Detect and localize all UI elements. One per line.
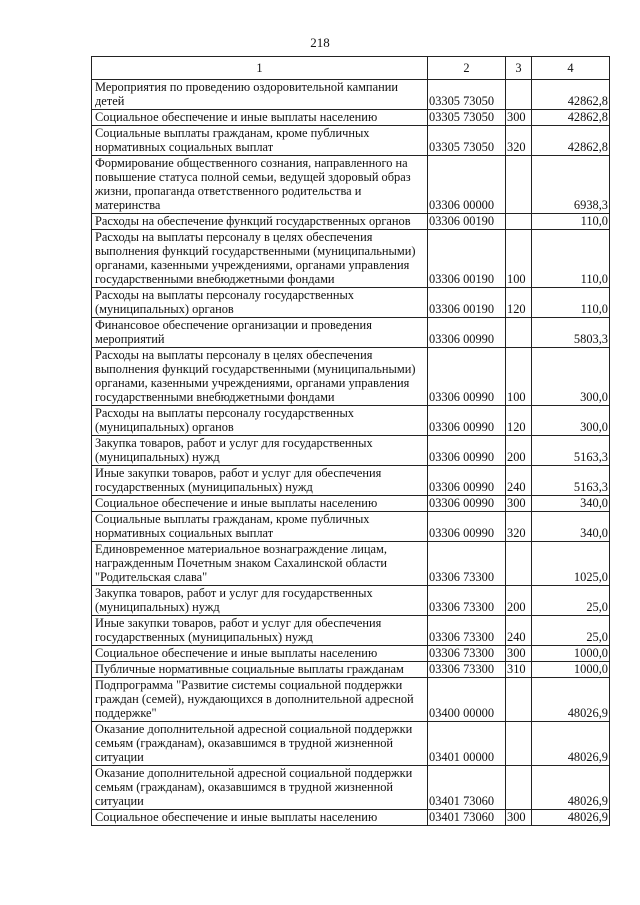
column-header-amount: 4	[532, 57, 610, 80]
row-name-cell: Расходы на выплаты персоналу в целях обеспечения выполнения функций государственными (муниципальными) органами, казенными учреждениями, органами управления государственными внебюджетными фондами	[92, 348, 428, 406]
row-code-cell: 03306 00990	[428, 406, 506, 436]
table-row	[92, 318, 610, 348]
row-type-cell: 300	[506, 110, 532, 126]
row-name-cell: Социальные выплаты гражданам, кроме публичных нормативных социальных выплат	[92, 512, 428, 542]
row-amount-cell: 25,0	[532, 586, 610, 616]
row-type-cell: 240	[506, 466, 532, 496]
row-code-cell: 03306 00190	[428, 214, 506, 230]
row-type-cell: 300	[506, 646, 532, 662]
row-type-cell: 120	[506, 406, 532, 436]
row-code-cell: 03306 00190	[428, 230, 506, 288]
row-amount-cell: 110,0	[532, 230, 610, 288]
table-row	[92, 766, 610, 810]
table-row	[92, 156, 610, 214]
row-type-cell	[506, 678, 532, 722]
row-name-cell: Социальное обеспечение и иные выплаты населению	[92, 110, 428, 126]
row-name-cell: Формирование общественного сознания, направленного на повышение статуса полной семьи, ведущей здоровый образ жизни, пропаганда ответственного родительства и материнства	[92, 156, 428, 214]
row-code-cell: 03306 00990	[428, 348, 506, 406]
row-amount-cell: 48026,9	[532, 722, 610, 766]
row-amount-cell: 48026,9	[532, 810, 610, 826]
row-type-cell	[506, 722, 532, 766]
row-amount-cell: 5803,3	[532, 318, 610, 348]
row-name-cell: Оказание дополнительной адресной социальной поддержки семьям (гражданам), оказавшимся в трудной жизненной ситуации	[92, 766, 428, 810]
table-row	[92, 436, 610, 466]
row-type-cell	[506, 214, 532, 230]
row-code-cell: 03306 73300	[428, 586, 506, 616]
row-amount-cell: 25,0	[532, 616, 610, 646]
row-type-cell	[506, 542, 532, 586]
row-amount-cell: 1000,0	[532, 662, 610, 678]
row-amount-cell: 340,0	[532, 512, 610, 542]
table-row	[92, 810, 610, 826]
row-name-cell: Оказание дополнительной адресной социальной поддержки семьям (гражданам), оказавшимся в трудной жизненной ситуации	[92, 722, 428, 766]
row-amount-cell: 340,0	[532, 496, 610, 512]
row-name-cell: Расходы на выплаты персоналу в целях обеспечения выполнения функций государственными (муниципальными) органами, казенными учреждениями, органами управления государственными внебюджетными фондами	[92, 230, 428, 288]
row-amount-cell: 300,0	[532, 406, 610, 436]
row-code-cell: 03306 73300	[428, 662, 506, 678]
row-amount-cell: 48026,9	[532, 766, 610, 810]
table-row	[92, 678, 610, 722]
row-code-cell: 03306 00990	[428, 512, 506, 542]
budget-table	[91, 56, 610, 826]
row-code-cell: 03400 00000	[428, 678, 506, 722]
row-name-cell: Иные закупки товаров, работ и услуг для обеспечения государственных (муниципальных) нужд	[92, 616, 428, 646]
row-code-cell: 03306 00000	[428, 156, 506, 214]
table-row	[92, 466, 610, 496]
row-code-cell: 03306 00990	[428, 436, 506, 466]
row-code-cell: 03306 00990	[428, 496, 506, 512]
row-type-cell: 310	[506, 662, 532, 678]
header-row	[92, 57, 610, 80]
table-row	[92, 80, 610, 110]
row-name-cell: Расходы на выплаты персоналу государственных (муниципальных) органов	[92, 406, 428, 436]
row-name-cell: Подпрограмма "Развитие системы социальной поддержки граждан (семей), нуждающихся в дополнительной адресной поддержке"	[92, 678, 428, 722]
row-name-cell: Социальное обеспечение и иные выплаты населению	[92, 646, 428, 662]
row-code-cell: 03401 73060	[428, 766, 506, 810]
table-body	[92, 80, 610, 826]
row-code-cell: 03306 00990	[428, 466, 506, 496]
row-type-cell: 200	[506, 436, 532, 466]
row-name-cell: Финансовое обеспечение организации и проведения мероприятий	[92, 318, 428, 348]
table-row	[92, 348, 610, 406]
table-row	[92, 616, 610, 646]
row-amount-cell: 42862,8	[532, 110, 610, 126]
row-name-cell: Единовременное материальное вознаграждение лицам, награжденным Почетным знаком Сахалинской области "Родительская слава"	[92, 542, 428, 586]
row-type-cell: 240	[506, 616, 532, 646]
page-number: 218	[310, 35, 330, 50]
row-type-cell: 120	[506, 288, 532, 318]
row-type-cell	[506, 318, 532, 348]
row-code-cell: 03306 73300	[428, 542, 506, 586]
table-row	[92, 126, 610, 156]
row-code-cell: 03305 73050	[428, 80, 506, 110]
row-name-cell: Социальное обеспечение и иные выплаты населению	[92, 496, 428, 512]
row-amount-cell: 5163,3	[532, 436, 610, 466]
row-name-cell: Расходы на выплаты персоналу государственных (муниципальных) органов	[92, 288, 428, 318]
table-row	[92, 214, 610, 230]
row-name-cell: Закупка товаров, работ и услуг для государственных (муниципальных) нужд	[92, 586, 428, 616]
table-row	[92, 496, 610, 512]
table-row	[92, 542, 610, 586]
row-type-cell: 320	[506, 512, 532, 542]
table-row	[92, 586, 610, 616]
table-row	[92, 288, 610, 318]
row-code-cell: 03306 73300	[428, 646, 506, 662]
row-type-cell	[506, 80, 532, 110]
row-name-cell: Расходы на обеспечение функций государственных органов	[92, 214, 428, 230]
table-row	[92, 646, 610, 662]
table-row	[92, 722, 610, 766]
row-code-cell: 03306 73300	[428, 616, 506, 646]
row-type-cell: 100	[506, 348, 532, 406]
row-amount-cell: 48026,9	[532, 678, 610, 722]
row-amount-cell: 42862,8	[532, 126, 610, 156]
row-amount-cell: 110,0	[532, 288, 610, 318]
column-header-code: 2	[428, 57, 506, 80]
row-name-cell: Публичные нормативные социальные выплаты гражданам	[92, 662, 428, 678]
row-amount-cell: 6938,3	[532, 156, 610, 214]
row-amount-cell: 42862,8	[532, 80, 610, 110]
row-name-cell: Мероприятия по проведению оздоровительной кампании детей	[92, 80, 428, 110]
row-code-cell: 03401 73060	[428, 810, 506, 826]
column-header-name: 1	[92, 57, 428, 80]
table-row	[92, 406, 610, 436]
row-amount-cell: 110,0	[532, 214, 610, 230]
row-amount-cell: 1000,0	[532, 646, 610, 662]
table-row	[92, 230, 610, 288]
row-name-cell: Закупка товаров, работ и услуг для государственных (муниципальных) нужд	[92, 436, 428, 466]
row-type-cell: 100	[506, 230, 532, 288]
row-code-cell: 03306 00990	[428, 318, 506, 348]
row-type-cell: 320	[506, 126, 532, 156]
row-code-cell: 03401 00000	[428, 722, 506, 766]
row-type-cell: 300	[506, 810, 532, 826]
row-amount-cell: 300,0	[532, 348, 610, 406]
row-amount-cell: 5163,3	[532, 466, 610, 496]
row-code-cell: 03306 00190	[428, 288, 506, 318]
row-name-cell: Иные закупки товаров, работ и услуг для обеспечения государственных (муниципальных) нужд	[92, 466, 428, 496]
table-row	[92, 110, 610, 126]
row-amount-cell: 1025,0	[532, 542, 610, 586]
table-row	[92, 662, 610, 678]
row-code-cell: 03305 73050	[428, 110, 506, 126]
row-type-cell	[506, 766, 532, 810]
row-code-cell: 03305 73050	[428, 126, 506, 156]
row-type-cell: 200	[506, 586, 532, 616]
column-header-type: 3	[506, 57, 532, 80]
row-name-cell: Социальные выплаты гражданам, кроме публичных нормативных социальных выплат	[92, 126, 428, 156]
row-name-cell: Социальное обеспечение и иные выплаты населению	[92, 810, 428, 826]
row-type-cell	[506, 156, 532, 214]
row-type-cell: 300	[506, 496, 532, 512]
table-row	[92, 512, 610, 542]
